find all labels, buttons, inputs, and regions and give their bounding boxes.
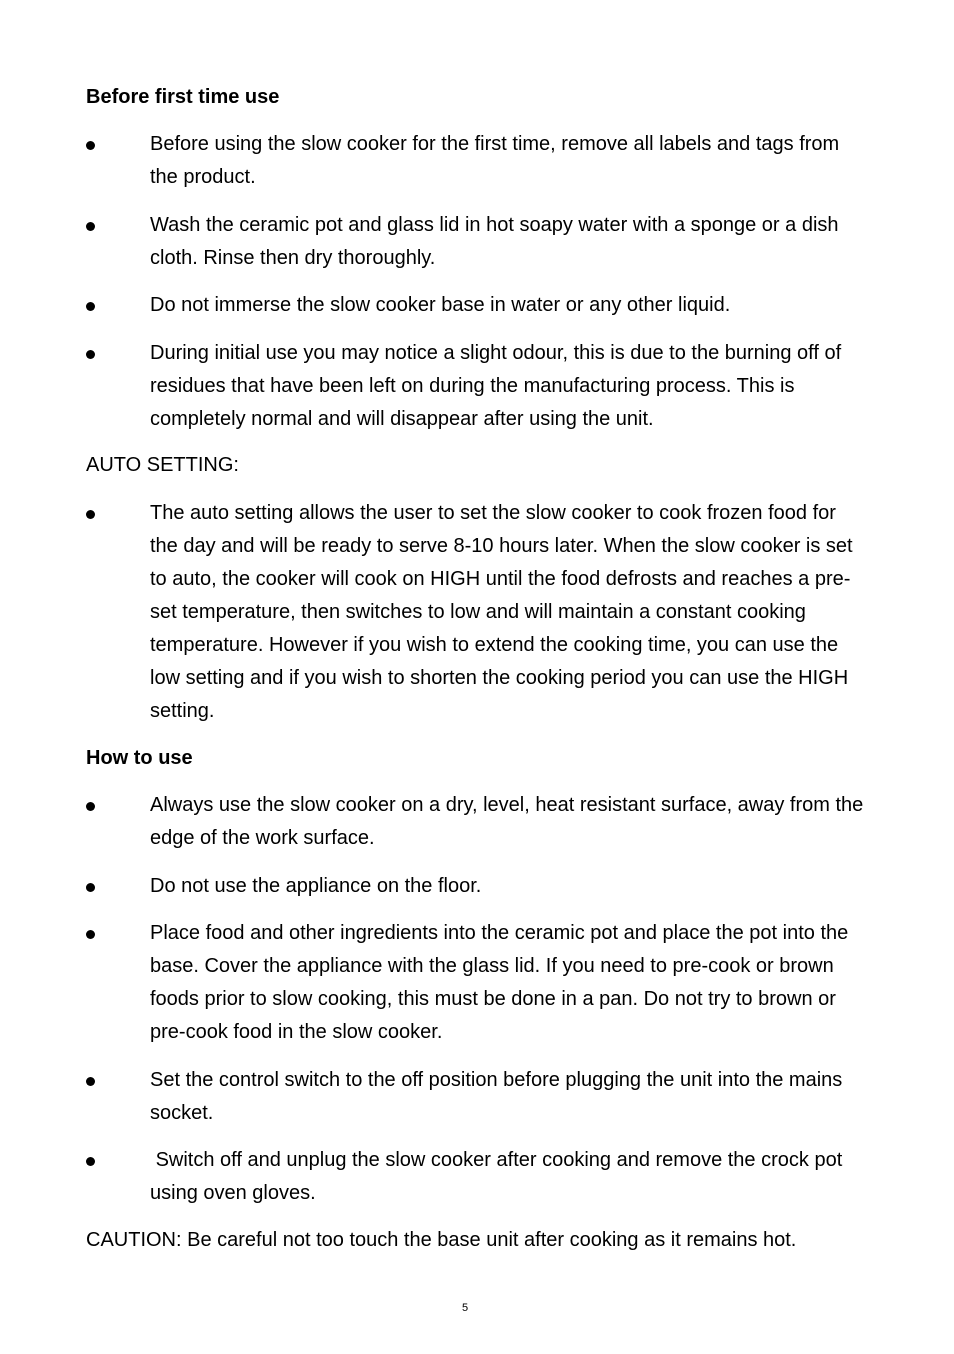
section-heading-auto-setting: AUTO SETTING: <box>86 454 239 476</box>
bullet-icon <box>86 302 95 311</box>
bullet-icon <box>86 883 95 892</box>
bullet-icon <box>86 1157 95 1166</box>
list-item-text: Place food and other ingredients into the ceramic pot and place the pot into the base. Cover the appliance with the glass lid. If you need to pre-cook or brown foods prior to slow cooking, this must be done in a pan. Do not try to brown or pre-cook food in the slow cooker. <box>150 922 849 1043</box>
caution-note: CAUTION: Be careful not too touch the base unit after cooking as it remains hot. <box>86 1229 797 1251</box>
bullet-icon <box>86 1077 95 1086</box>
list-item-text: The auto setting allows the user to set the slow cooker to cook frozen food for the day and will be ready to serve 8-10 hours later. When the slow cooker is set to auto, the cooker will cook on HIGH until the food defrosts and reaches a pre-set temperature, then switches to low and will maintain a constant cooking temperature. However if you wish to extend the cooking time, you can use the low setting and if you wish to shorten the cooking period you can use the HIGH setting. <box>150 502 853 722</box>
bullet-icon <box>86 141 95 150</box>
list-item-text: Always use the slow cooker on a dry, level, heat resistant surface, away from the edge of the work surface. <box>150 794 864 849</box>
bullet-icon <box>86 350 95 359</box>
list-item-text: Do not immerse the slow cooker base in water or any other liquid. <box>150 294 731 316</box>
list-item-text: During initial use you may notice a slight odour, this is due to the burning off of residues that have been left on during the manufacturing process. This is completely normal and will disappear after using the unit. <box>150 342 842 430</box>
bullet-icon <box>86 930 95 939</box>
bullet-icon <box>86 802 95 811</box>
bullet-icon <box>86 510 95 519</box>
list-item-text: Switch off and unplug the slow cooker after cooking and remove the crock pot using oven gloves. <box>150 1149 848 1204</box>
list-item-text: Wash the ceramic pot and glass lid in hot soapy water with a sponge or a dish cloth. Rinse then dry thoroughly. <box>150 214 839 269</box>
list-item-text: Before using the slow cooker for the first time, remove all labels and tags from the product. <box>150 133 840 188</box>
page-number: 5 <box>461 1302 469 1314</box>
list-item-text: Do not use the appliance on the floor. <box>150 875 482 897</box>
bullet-icon <box>86 222 95 231</box>
list-item-text: Set the control switch to the off position before plugging the unit into the mains socket. <box>150 1069 843 1124</box>
section-heading-first-use: Before first time use <box>86 86 280 108</box>
section-heading-how-to-use: How to use <box>86 747 193 769</box>
